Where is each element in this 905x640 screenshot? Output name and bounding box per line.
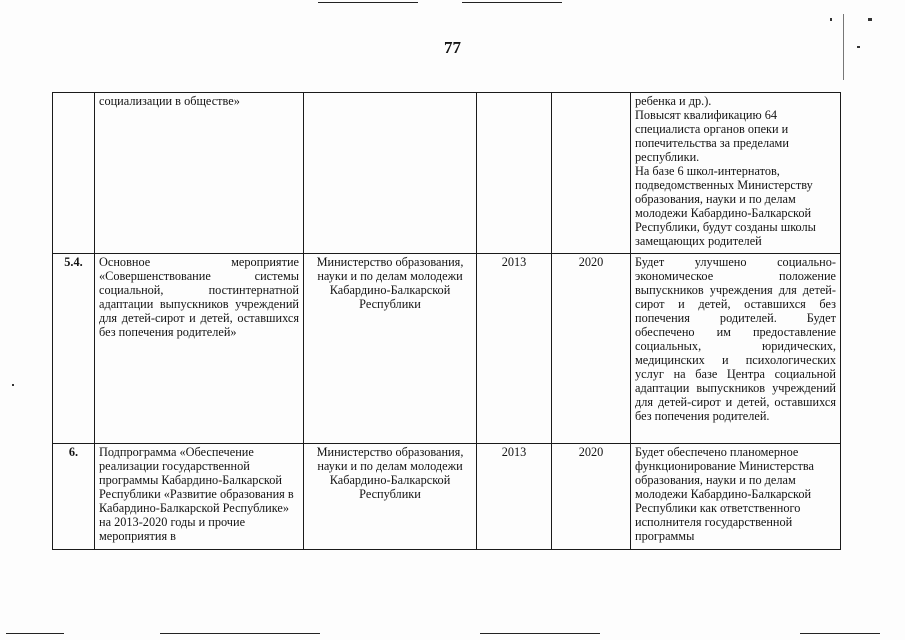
result-line: Будет улучшено социально-экономическое положение выпускников учреждения для детей-сирот и детей, оставшихся без попечения родителей. Будет обеспечено им предоставление социальных, юридических, медицинских и психологических услуг на базе Центра социальной адаптации выпускников учреждений для детей-сирот и детей, оставшихся без попечения родителей.: [635, 255, 836, 423]
scan-artifact-line: [6, 633, 64, 634]
executor: [304, 93, 477, 254]
scan-artifact-mark: [12, 384, 14, 386]
row-number: 6.: [53, 444, 95, 550]
table-row: [53, 444, 841, 550]
scan-artifact-line: [160, 633, 320, 634]
table-row: [53, 93, 841, 254]
start-year: 2013: [477, 254, 552, 444]
end-year: 2020: [552, 254, 631, 444]
activity-name: Основное мероприятие «Совершенствование системы социальной, постинтернатной адаптации выпускников учреждений для детей-сирот и детей, оставшихся без попечения родителей»: [95, 254, 304, 444]
scan-artifact-line: [462, 2, 562, 3]
scan-artifact-line: [318, 2, 418, 3]
program-table: [52, 92, 841, 550]
result-line: На базе 6 школ-интернатов, подведомственных Министерству образования, науки и по делам молодежи Кабардино-Балкарской Республики, будут созданы школы замещающих родителей: [635, 164, 816, 248]
result-line: Будет обеспечено планомерное функционирование Министерства образования, науки и по делам молодежи Кабардино-Балкарской Республики как ответственного исполнителя государственной программы: [635, 445, 814, 543]
table-row: [53, 254, 841, 444]
scan-artifact-mark: [868, 18, 872, 21]
result-line: Повысят квалификацию 64 специалиста органов опеки и попечительства за пределами республики.: [635, 108, 789, 164]
scan-artifact-line: [480, 633, 600, 634]
scan-artifact-mark: [830, 18, 832, 21]
end-year: 2020: [552, 444, 631, 550]
executor: Министерство образования, науки и по делам молодежи Кабардино-Балкарской Республики: [304, 254, 477, 444]
result-line: ребенка и др.).: [635, 94, 712, 108]
start-year: [477, 93, 552, 254]
expected-result: [631, 93, 841, 254]
end-year: [552, 93, 631, 254]
row-number: 5.4.: [53, 254, 95, 444]
executor: Министерство образования, науки и по делам молодежи Кабардино-Балкарской Республики: [304, 444, 477, 550]
activity-name: социализации в обществе»: [95, 93, 304, 254]
activity-name: Подпрограмма «Обеспечение реализации государственной программы Кабардино-Балкарской Республики «Развитие образования в Кабардино-Балкарской Республике» на 2013-2020 годы и прочие мероприятия в: [95, 444, 304, 550]
expected-result: [631, 444, 841, 550]
page-number: 77: [444, 38, 461, 57]
start-year: 2013: [477, 444, 552, 550]
row-number: [53, 93, 95, 254]
expected-result: [631, 254, 841, 444]
scan-artifact-line: [800, 633, 880, 634]
